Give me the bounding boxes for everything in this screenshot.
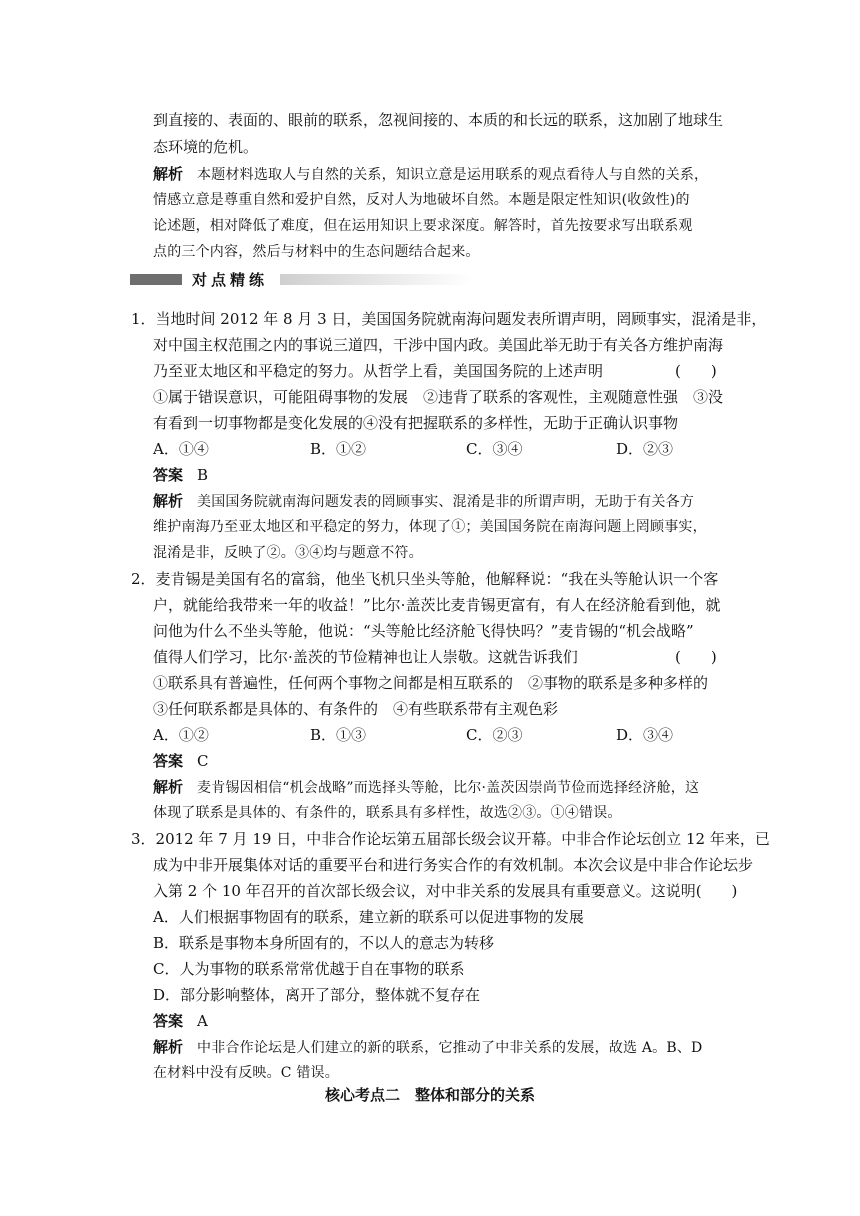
q1-analysis-line: [153, 491, 694, 512]
q2-analysis-line: 体现了联系是具体的、有条件的，联系具有多样性，故选②③。①④错误。: [153, 805, 622, 821]
analysis-text: 美国国务院就南海问题发表的罔顾事实、混淆是非的所谓声明，无助于有关各方: [197, 494, 695, 510]
answer-label: 答案: [153, 1012, 184, 1030]
q1-line: ①属于错误意识，可能阻碍事物的发展 ②违背了联系的客观性，主观随意性强 ③没: [153, 388, 724, 406]
q2-option-c: C．②③: [466, 726, 523, 744]
q1-option-a: A．①④: [153, 440, 209, 458]
q1-line: 有看到一切事物都是变化发展的④没有把握联系的多样性，无助于正确认识事物: [153, 414, 679, 432]
q2-analysis-line: [153, 777, 699, 798]
analysis-label: 解析: [153, 492, 184, 510]
q2-line: ①联系具有普遍性，任何两个事物之间都是相互联系的 ②事物的联系是多种多样的: [153, 674, 709, 692]
q2-option-d: D．③④: [616, 726, 674, 744]
analysis-label: 解析: [153, 1038, 184, 1056]
section-title: 对点精练: [192, 271, 269, 289]
q1-option-d: D．②③: [616, 440, 674, 458]
q3-line: 3．2012 年 7 月 19 日，中非合作论坛第五届部长级会议开幕。中非合作论坛创立 12 年来，已: [131, 830, 770, 848]
intro-line: 到直接的、表面的、眼前的联系，忽视间接的、本质的和长远的联系，这加剧了地球生: [153, 111, 724, 129]
answer-value: B: [197, 466, 209, 484]
q3-line: 成为中非开展集体对话的重要平台和进行务实合作的有效机制。本次会议是中非合作论坛步: [153, 856, 754, 874]
analysis-text: 麦肯锡因相信“机会战略”而选择头等舱，比尔·盖茨因崇尚节俭而选择经济舱，这: [197, 780, 700, 796]
q3-line: 入第 2 个 10 年召开的首次部长级会议，对中非关系的发展具有重要意义。这说明( ): [153, 882, 738, 900]
section-heading: 核心考点二 整体和部分的关系: [324, 1086, 535, 1104]
answer-label: 答案: [153, 466, 184, 484]
analysis-label: 解析: [153, 165, 184, 183]
q3-analysis-line: 在材料中没有反映。C 错误。: [153, 1065, 339, 1081]
q3-option-b: B．联系是事物本身所固有的，不以人的意志为转移: [153, 934, 495, 952]
answer-label: 答案: [153, 752, 184, 770]
q1-line: 1．当地时间 2012 年 8 月 3 日，美国国务院就南海问题发表所谓声明，罔顾事实，混淆是非，: [131, 310, 767, 328]
section-banner-bar: [130, 274, 182, 285]
intro-line: 态环境的危机。: [153, 138, 259, 156]
q2-line: 值得人们学习，比尔·盖茨的节俭精神也让人崇敬。这就告诉我们: [153, 648, 578, 666]
q2-line: 2．麦肯锡是美国有名的富翁，他坐飞机只坐头等舱，他解释说：“我在头等舱认识一个客: [131, 570, 719, 588]
analysis-label: 解析: [153, 778, 184, 796]
intro-analysis-line: 情感立意是尊重自然和爱护自然，反对人为地破坏自然。本题是限定性知识(收敛性)的: [153, 192, 690, 208]
answer-value: A: [197, 1012, 208, 1030]
intro-analysis-line: [153, 164, 708, 185]
q1-option-c: C．③④: [466, 440, 523, 458]
q3-option-d: D．部分影响整体，离开了部分，整体就不复存在: [153, 986, 481, 1004]
q1-line: 对中国主权范围之内的事说三道四，干涉中国内政。美国此举无助于有关各方维护南海: [153, 336, 724, 354]
q1-bracket: ( ): [675, 362, 717, 380]
q3-analysis-line: [153, 1037, 703, 1058]
q2-answer: [153, 751, 209, 771]
section-banner-fade: [280, 274, 472, 285]
q3-option-c: C．人为事物的联系常常优越于自在事物的联系: [153, 960, 465, 978]
analysis-text: 本题材料选取人与自然的关系，知识立意是运用联系的观点看待人与自然的关系，: [197, 167, 709, 183]
q1-option-b: B．①②: [310, 440, 367, 458]
q1-analysis-line: 混淆是非，反映了②。③④均与题意不符。: [153, 545, 423, 561]
q3-option-a: A．人们根据事物固有的联系，建立新的联系可以促进事物的发展: [153, 908, 584, 926]
q1-line: 乃至亚太地区和平稳定的努力。从哲学上看，美国国务院的上述声明: [153, 362, 604, 380]
q1-answer: [153, 465, 208, 485]
q2-option-b: B．①③: [310, 726, 367, 744]
intro-analysis-line: 论述题，相对降低了难度，但在运用知识上要求深度。解答时，首先按要求写出联系观: [153, 218, 693, 234]
q2-option-a: A．①②: [153, 726, 209, 744]
q2-line: ③任何联系都是具体的、有条件的 ④有些联系带有主观色彩: [153, 700, 559, 718]
section-banner: [130, 270, 472, 290]
answer-value: C: [197, 752, 209, 770]
q1-analysis-line: 维护南海乃至亚太地区和平稳定的努力，体现了①；美国国务院在南海问题上罔顾事实，: [153, 519, 707, 535]
analysis-text: 中非合作论坛是人们建立的新的联系，它推动了中非关系的发展，故选 A。B、D: [197, 1040, 703, 1056]
q2-bracket: ( ): [675, 648, 717, 666]
q2-line: 问他为什么不坐头等舱，他说：“头等舱比经济舱飞得快吗？”麦肯锡的“机会战略”: [153, 622, 694, 640]
q2-line: 户，就能给我带来一年的收益！”比尔·盖茨比麦肯锡更富有，有人在经济舱看到他，就: [153, 596, 721, 614]
q3-answer: [153, 1011, 208, 1031]
intro-analysis-line: 点的三个内容，然后与材料中的生态问题结合起来。: [153, 244, 480, 260]
